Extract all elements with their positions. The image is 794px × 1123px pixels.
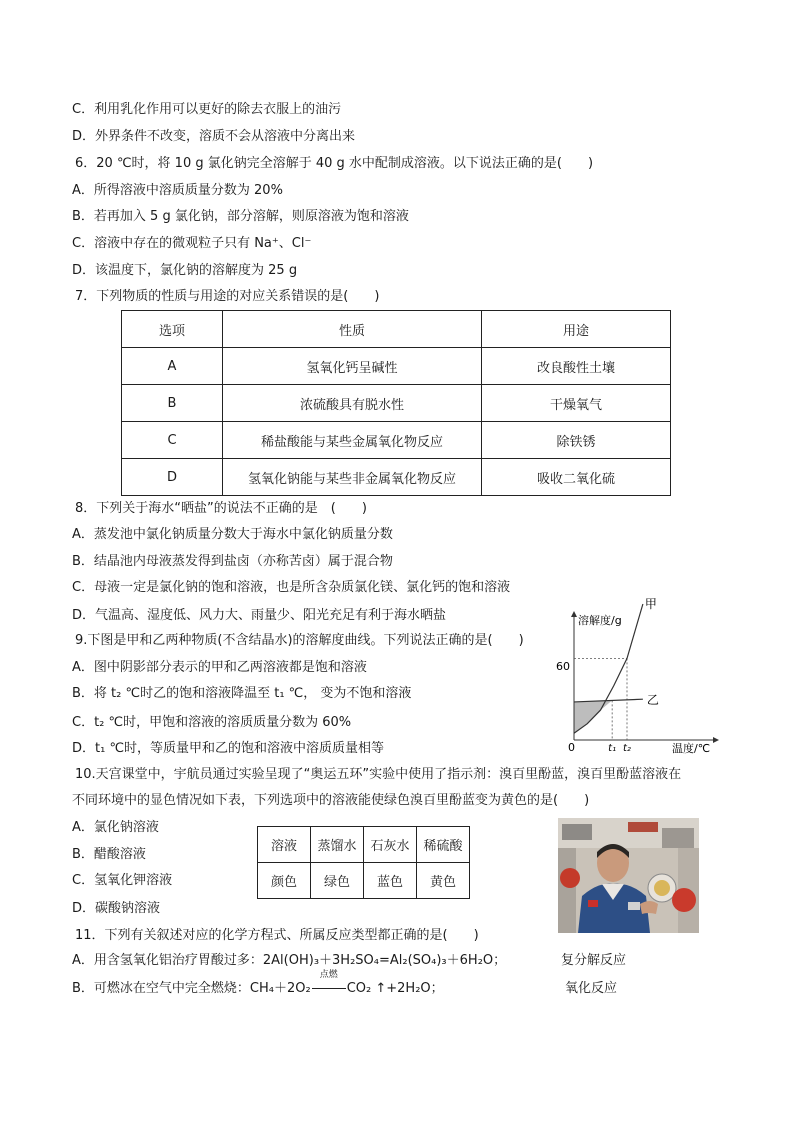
table-cell: A bbox=[122, 348, 223, 385]
table-cell: B bbox=[122, 385, 223, 422]
x-axis-label: 温度/℃ bbox=[672, 742, 711, 755]
table-cell: 黄色 bbox=[417, 863, 470, 899]
question-9-option-c: C．t₂ ℃时，甲饱和溶液的溶质质量分数为 60% bbox=[72, 715, 352, 730]
table-cell: 性质 bbox=[223, 311, 482, 348]
equation-right: CO₂ ↑+2H₂O； bbox=[346, 981, 444, 996]
table-cell: 蒸馏水 bbox=[311, 827, 364, 863]
equation-left: B．可燃冰在空气中完全燃烧：CH₄＋2O₂ bbox=[72, 981, 311, 996]
question-10-line-1: 10.天宫课堂中，宇航员通过实验呈现了“奥运五环”实验中使用了指示剂：溴百里酚蓝，溴百里酚蓝溶液在 bbox=[75, 767, 682, 782]
question-10-option-b: B．醋酸溶液 bbox=[72, 847, 146, 862]
solubility-chart bbox=[548, 597, 723, 758]
table-cell: 稀硫酸 bbox=[417, 827, 470, 863]
x-tick-t1: t₁ bbox=[608, 743, 617, 754]
question-11-option-b-type: 氧化反应 bbox=[565, 981, 618, 996]
table-cell: 除铁锈 bbox=[482, 422, 671, 459]
table-cell: 氢氧化钠能与某些非金属氧化物反应 bbox=[223, 459, 482, 496]
table-row bbox=[122, 348, 671, 385]
table-cell: 绿色 bbox=[311, 863, 364, 899]
question-9: 9.下图是甲和乙两种物质(不含结晶水)的溶解度曲线。下列说法正确的是( ) bbox=[75, 633, 524, 648]
series-yi-label: 乙 bbox=[646, 693, 659, 708]
question-8-option-a: A．蒸发池中氯化钠质量分数大于海水中氯化钠质量分数 bbox=[72, 527, 393, 542]
table-cell: 石灰水 bbox=[364, 827, 417, 863]
table-row bbox=[258, 863, 470, 899]
question-6-option-d: D．该温度下，氯化钠的溶解度为 25 g bbox=[72, 263, 298, 278]
question-9-option-a: A．图中阴影部分表示的甲和乙两溶液都是饱和溶液 bbox=[72, 660, 367, 675]
question-6-option-b: B．若再加入 5 g 氯化钠，部分溶解，则原溶液为饱和溶液 bbox=[72, 209, 409, 224]
question-8-option-b: B．结晶池内母液蒸发得到盐卤（亦称苦卤）属于混合物 bbox=[72, 554, 393, 569]
table-row bbox=[122, 459, 671, 496]
table-cell: 稀盐酸能与某些金属氧化物反应 bbox=[223, 422, 482, 459]
table-cell: 选项 bbox=[122, 311, 223, 348]
question-9-option-b: B．将 t₂ ℃时乙的饱和溶液降温至 t₁ ℃， 变为不饱和溶液 bbox=[72, 686, 412, 701]
question-11-option-a: A．用含氢氧化铝治疗胃酸过多：2Al(OH)₃＋3H₂SO₄=Al₂(SO₄)₃＋6H₂O； bbox=[72, 953, 507, 968]
question-9-option-d: D．t₁ ℃时，等质量甲和乙的饱和溶液中溶质质量相等 bbox=[72, 741, 385, 756]
indicator-table bbox=[257, 826, 470, 899]
question-6-option-a: A．所得溶液中溶质质量分数为 20% bbox=[72, 183, 283, 198]
question-11-option-a-type: 复分解反应 bbox=[561, 953, 627, 968]
question-10-option-a: A．氯化钠溶液 bbox=[72, 820, 159, 835]
table-cell: 颜色 bbox=[258, 863, 311, 899]
table-cell: 吸收二氧化硫 bbox=[482, 459, 671, 496]
table-row bbox=[122, 311, 671, 348]
table-row bbox=[122, 385, 671, 422]
question-10-option-c: C．氢氧化钾溶液 bbox=[72, 873, 173, 888]
question-8-option-d: D．气温高、湿度低、风力大、雨量少、阳光充足有利于海水晒盐 bbox=[72, 608, 447, 623]
table-cell: 改良酸性土壤 bbox=[482, 348, 671, 385]
table-cell: 溶液 bbox=[258, 827, 311, 863]
option-c-prev: C．利用乳化作用可以更好的除去衣服上的油污 bbox=[72, 102, 342, 117]
question-11-option-b bbox=[72, 970, 444, 998]
question-10-option-d: D．碳酸钠溶液 bbox=[72, 901, 161, 916]
origin-label: 0 bbox=[568, 741, 575, 754]
condition-text: 点燃 bbox=[319, 970, 338, 980]
question-8-option-c: C．母液一定是氯化钠的饱和溶液，也是所含杂质氯化镁、氯化钙的饱和溶液 bbox=[72, 580, 511, 595]
y-tick-60: 60 bbox=[556, 660, 570, 673]
table-cell: 浓硫酸具有脱水性 bbox=[223, 385, 482, 422]
question-11: 11．下列有关叙述对应的化学方程式、所属反应类型都正确的是( ) bbox=[75, 928, 479, 943]
series-jia-label: 甲 bbox=[644, 597, 657, 611]
reaction-arrow-line bbox=[312, 988, 346, 989]
question-10-line-2: 不同环境中的显色情况如下表，下列选项中的溶液能使绿色溴百里酚蓝变为黄色的是( ) bbox=[72, 793, 590, 808]
option-d-prev: D．外界条件不改变，溶质不会从溶液中分离出来 bbox=[72, 129, 356, 144]
table-cell: 干燥氧气 bbox=[482, 385, 671, 422]
table-cell: D bbox=[122, 459, 223, 496]
table-cell: 氢氧化钙呈碱性 bbox=[223, 348, 482, 385]
properties-table bbox=[121, 310, 671, 496]
table-cell: C bbox=[122, 422, 223, 459]
astronaut-photo bbox=[558, 818, 699, 933]
reaction-condition bbox=[311, 970, 347, 998]
y-axis-label: 溶解度/g bbox=[578, 614, 622, 627]
question-8: 8．下列关于海水“晒盐”的说法不正确的是 ( ) bbox=[75, 501, 367, 516]
table-row bbox=[122, 422, 671, 459]
table-cell: 用途 bbox=[482, 311, 671, 348]
shaded-region bbox=[574, 700, 612, 733]
x-tick-t2: t₂ bbox=[623, 743, 631, 754]
question-6-option-c: C．溶液中存在的微观粒子只有 Na⁺、Cl⁻ bbox=[72, 236, 312, 251]
table-row bbox=[258, 827, 470, 863]
table-cell: 蓝色 bbox=[364, 863, 417, 899]
question-7: 7．下列物质的性质与用途的对应关系错误的是( ) bbox=[75, 289, 380, 304]
question-6: 6．20 ℃时，将 10 g 氯化钠完全溶解于 40 g 水中配制成溶液。以下说法正确的是( ) bbox=[75, 156, 594, 171]
